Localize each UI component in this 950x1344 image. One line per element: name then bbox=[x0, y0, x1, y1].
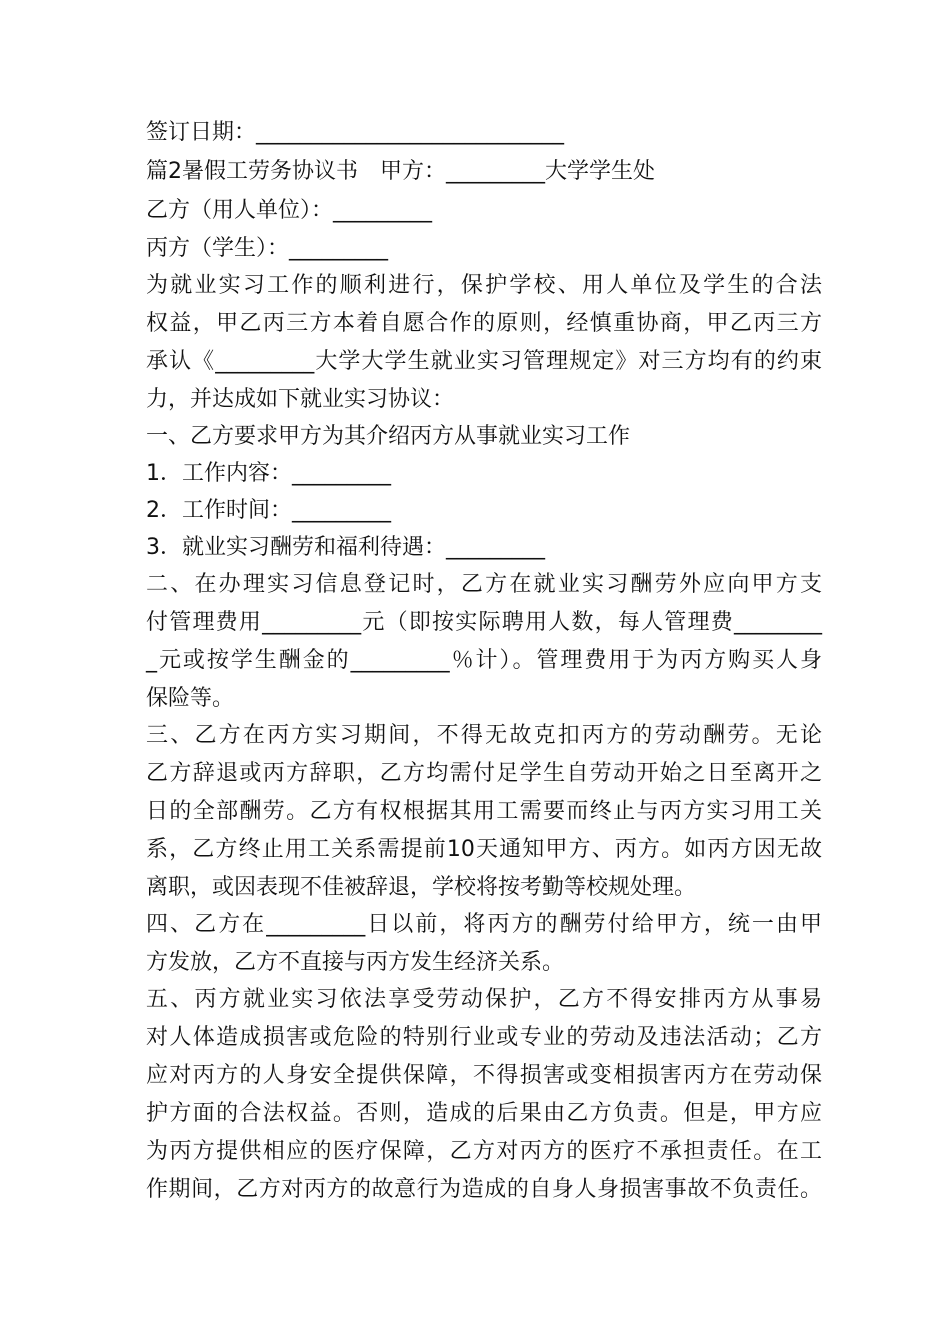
preamble-line-2: 权益，甲乙丙三方本着自愿合作的原则，经慎重协商，甲乙丙三方 bbox=[146, 311, 822, 336]
clause-5-line-3: 应对丙方的人身安全提供保障，不得损害或变相损害丙方在劳动保 bbox=[146, 1063, 822, 1088]
clause-5-line-1: 五、丙方就业实习依法享受劳动保护，乙方不得安排丙方从事易 bbox=[146, 987, 822, 1012]
clause-4-line-1: 四、乙方在_________日以前，将丙方的酬劳付给甲方，统一由甲 bbox=[146, 912, 822, 937]
clause-1-item-3: 3．就业实习酬劳和福利待遇：_________ bbox=[146, 535, 545, 560]
signing-date-line: 签订日期：____________________________ bbox=[146, 120, 565, 145]
clause-3-line-2: 乙方辞退或丙方辞职，乙方均需付足学生自劳动开始之日至离开之 bbox=[146, 761, 822, 786]
clause-3-line-4: 系，乙方终止用工关系需提前10天通知甲方、丙方。如丙方因无故 bbox=[146, 837, 822, 862]
preamble-line-1: 为就业实习工作的顺利进行，保护学校、用人单位及学生的合法 bbox=[146, 273, 822, 298]
preamble-line-4: 力，并达成如下就业实习协议： bbox=[146, 387, 455, 412]
clause-3-line-1: 三、乙方在丙方实习期间，不得无故克扣丙方的劳动酬劳。无论 bbox=[146, 723, 822, 748]
clause-5-line-6: 作期间，乙方对丙方的故意行为造成的自身人身损害事故不负责任。 bbox=[146, 1177, 822, 1202]
clause-2-line-4: 保险等。 bbox=[146, 686, 235, 711]
clause-2-line-2: 付管理费用_________元（即按实际聘用人数，每人管理费________ bbox=[146, 610, 822, 635]
agreement-title-line: 篇2暑假工劳务协议书 甲方：_________大学学生处 bbox=[146, 159, 655, 184]
clause-4-line-2: 方发放，乙方不直接与丙方发生经济关系。 bbox=[146, 950, 565, 975]
party-b-line: 乙方（用人单位）：_________ bbox=[146, 198, 433, 223]
preamble-line-3: 承认《_________大学大学生就业实习管理规定》对三方均有的约束 bbox=[146, 349, 822, 374]
clause-3-line-5: 离职，或因表现不佳被辞退，学校将按考勤等校规处理。 bbox=[146, 875, 697, 900]
clause-3-line-3: 日的全部酬劳。乙方有权根据其用工需要而终止与丙方实习用工关 bbox=[146, 799, 822, 824]
clause-2-line-1: 二、在办理实习信息登记时，乙方在就业实习酬劳外应向甲方支 bbox=[146, 572, 822, 597]
clause-2-line-3: _元或按学生酬金的_________％计）。管理费用于为丙方购买人身 bbox=[146, 648, 822, 673]
clause-1-item-2: 2．工作时间：_________ bbox=[146, 498, 391, 523]
clause-5-line-2: 对人体造成损害或危险的特别行业或专业的劳动及违法活动；乙方 bbox=[146, 1025, 822, 1050]
party-c-line: 丙方（学生）：_________ bbox=[146, 236, 389, 261]
clause-1-item-1: 1．工作内容：_________ bbox=[146, 461, 391, 486]
clause-5-line-5: 为丙方提供相应的医疗保障，乙方对丙方的医疗不承担责任。在工 bbox=[146, 1139, 822, 1164]
clause-5-line-4: 护方面的合法权益。否则，造成的后果由乙方负责。但是，甲方应 bbox=[146, 1101, 822, 1126]
clause-1-heading: 一、乙方要求甲方为其介绍丙方从事就业实习工作 bbox=[146, 424, 631, 449]
